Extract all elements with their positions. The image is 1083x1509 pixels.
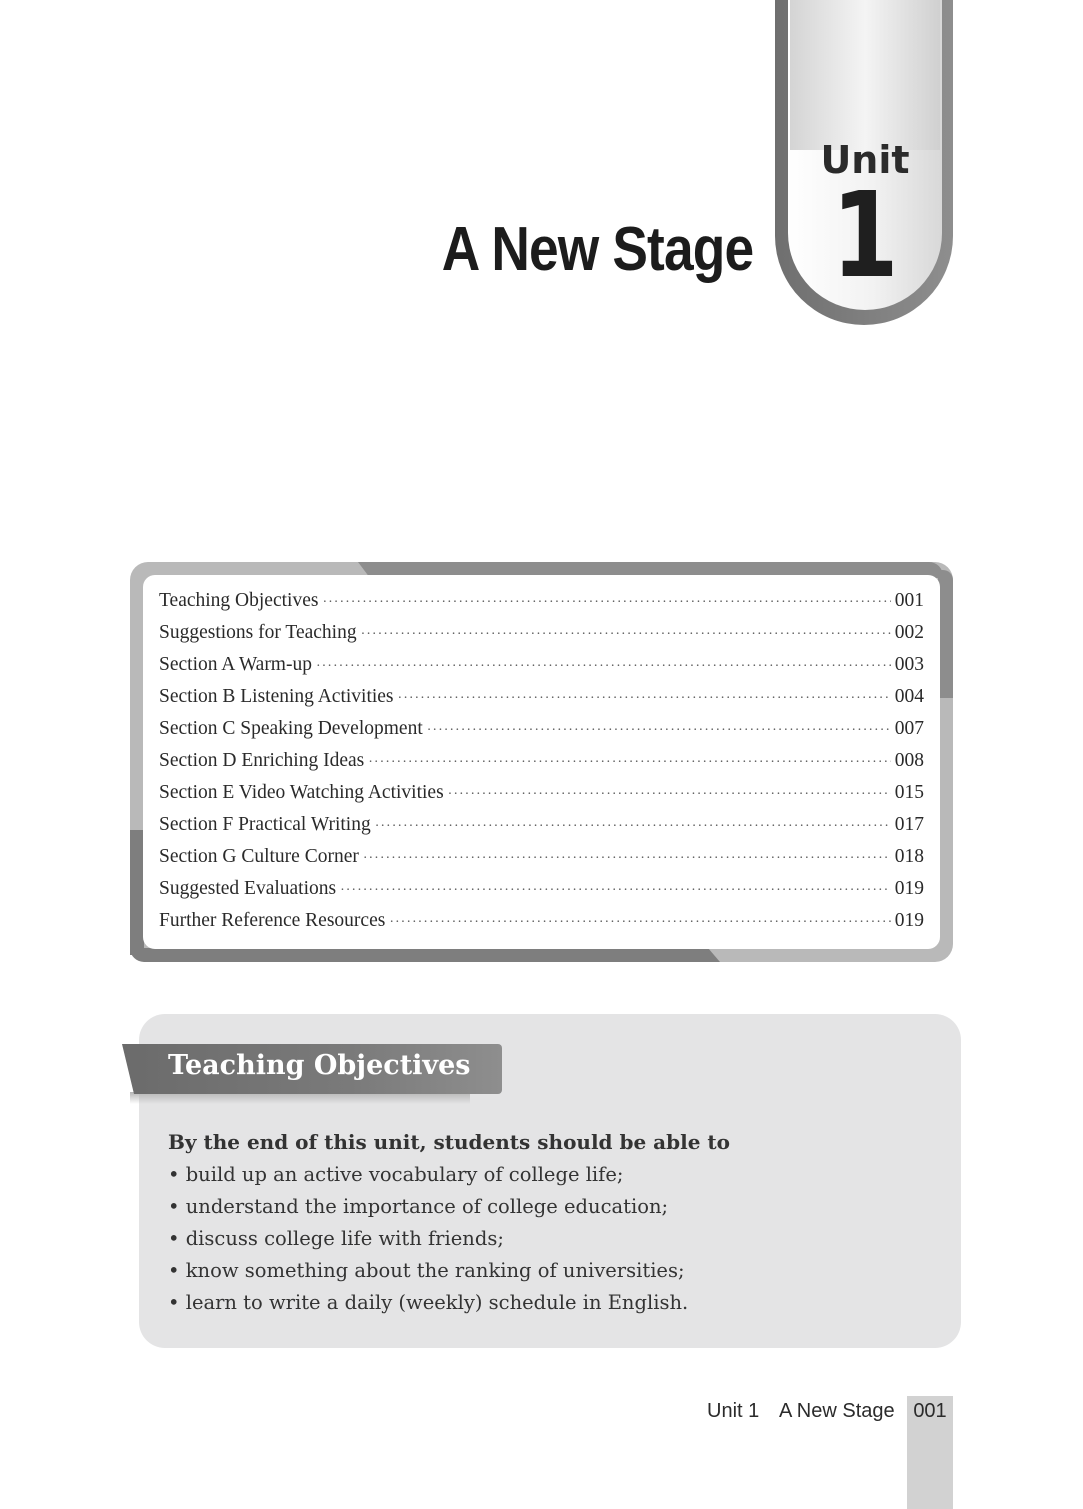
toc-item-section-g[interactable]: [159, 846, 924, 878]
toc-item-section-f[interactable]: [159, 814, 924, 846]
unit-title: A New Stage: [441, 215, 753, 284]
toc-item-section-d[interactable]: [159, 750, 924, 782]
toc-leader-dots: [363, 851, 891, 867]
toc-leader-dots: [448, 787, 891, 803]
unit-label: Unit: [820, 138, 910, 182]
toc-item-page: 003: [894, 654, 924, 675]
toc-item-further-reference[interactable]: [159, 910, 924, 942]
toc-item-page: 019: [894, 910, 924, 931]
objective-item: • discuss college life with friends;: [168, 1227, 688, 1259]
toc-frame-accent-left: [130, 830, 144, 955]
unit-number: 1: [831, 166, 899, 304]
footer-title: A New Stage: [779, 1400, 895, 1422]
toc-leader-dots: [368, 755, 891, 771]
objectives-list: [168, 1163, 688, 1323]
toc-item-page: 007: [894, 718, 924, 739]
toc-item-section-a[interactable]: [159, 654, 924, 686]
toc-item-label: Section F Practical Writing: [159, 814, 371, 835]
toc-leader-dots: [322, 595, 890, 611]
toc-item-page: 017: [894, 814, 924, 835]
objectives-lead: By the end of this unit, students should be able to: [168, 1130, 730, 1154]
toc-leader-dots: [389, 915, 890, 931]
toc-item-label: Further Reference Resources: [159, 910, 386, 931]
toc-frame-accent-bottom: [130, 948, 720, 962]
toc-item-label: Section G Culture Corner: [159, 846, 359, 867]
toc-item-page: 018: [894, 846, 924, 867]
toc-item-section-b[interactable]: [159, 686, 924, 718]
toc-item-label: Section D Enriching Ideas: [159, 750, 365, 771]
toc-leader-dots: [398, 691, 891, 707]
toc-leader-dots: [375, 819, 891, 835]
objectives-heading: Teaching Objectives: [168, 1050, 471, 1081]
objective-item: • know something about the ranking of universities;: [168, 1259, 688, 1291]
toc-leader-dots: [361, 627, 891, 643]
objective-item: • build up an active vocabulary of college life;: [168, 1163, 688, 1195]
toc-leader-dots: [316, 659, 891, 675]
toc-item-page: 004: [894, 686, 924, 707]
toc-leader-dots: [427, 723, 891, 739]
toc-item-label: Teaching Objectives: [159, 590, 319, 611]
footer-unit-label: Unit 1: [707, 1400, 760, 1422]
toc-item-label: Suggested Evaluations: [159, 878, 337, 899]
toc-leader-dots: [340, 883, 891, 899]
toc-frame-accent-right: [938, 570, 953, 698]
toc-item-page: 002: [894, 622, 924, 643]
toc-item-page: 019: [894, 878, 924, 899]
toc-item-suggested-evaluations[interactable]: [159, 878, 924, 910]
toc-item-page: 001: [894, 590, 924, 611]
unit-tab-top: [790, 0, 940, 150]
toc-item-teaching-objectives[interactable]: [159, 590, 924, 622]
toc-item-page: 008: [894, 750, 924, 771]
toc-item-page: 015: [894, 782, 924, 803]
toc-item-section-c[interactable]: [159, 718, 924, 750]
toc-item-label: Suggestions for Teaching: [159, 622, 357, 643]
toc-item-label: Section E Video Watching Activities: [159, 782, 444, 803]
objective-item: • understand the importance of college education;: [168, 1195, 688, 1227]
table-of-contents: [159, 590, 924, 942]
toc-item-label: Section A Warm-up: [159, 654, 312, 675]
toc-item-label: Section C Speaking Development: [159, 718, 423, 739]
toc-item-section-e[interactable]: [159, 782, 924, 814]
toc-item-label: Section B Listening Activities: [159, 686, 394, 707]
page-number: 001: [913, 1400, 947, 1422]
objective-item: • learn to write a daily (weekly) schedule in English.: [168, 1291, 688, 1323]
toc-item-suggestions-for-teaching[interactable]: [159, 622, 924, 654]
